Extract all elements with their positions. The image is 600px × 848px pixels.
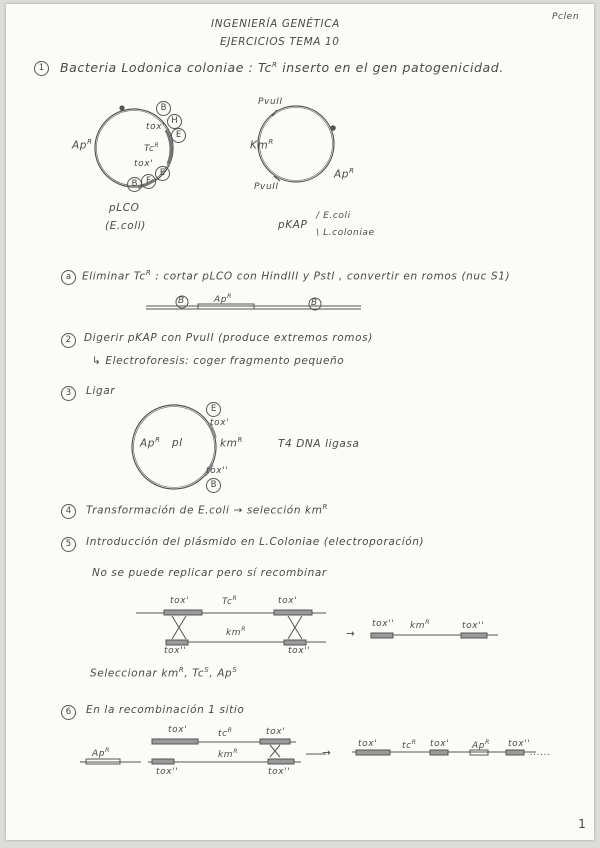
- step2-sub: ↳ Electroforesis: coger fragmento pequeño: [92, 355, 345, 367]
- step6-ap: $Ap^R$: [92, 747, 110, 759]
- step6-tox4: tox'': [268, 767, 291, 777]
- step3-enzyme: T4 DNA ligasa: [278, 438, 360, 450]
- step6-number: 6: [61, 705, 76, 720]
- step6-res-tox1: tox': [358, 739, 378, 749]
- step6-dots: ......: [530, 748, 551, 758]
- step-a-number: a: [61, 270, 76, 285]
- step5-tox-d: tox'': [288, 646, 311, 656]
- pkap-pvu-bot: PvuII: [254, 182, 279, 192]
- q1-main: Bacteria Lodonica coloniae : Tc: [60, 60, 273, 75]
- step-a-text: Eliminar $Tc^R$ : cortar pLCO con HindIII y PstI , convertir en romos (nuc S1): [82, 269, 511, 283]
- step-a-b-left: B: [178, 296, 185, 306]
- step5-sub: No se puede replicar pero sí recombinar: [92, 567, 327, 579]
- header-corner: Pclen: [552, 12, 580, 22]
- step3-tox1: tox': [210, 418, 230, 428]
- step6-res-ap: $Ap^R$: [472, 739, 490, 751]
- pkap-host1: / E.coli: [316, 211, 351, 221]
- step3-ap: $Ap^R$: [140, 436, 161, 450]
- plco-name: pLCO: [109, 202, 140, 214]
- plco-tox1: tox': [146, 122, 166, 132]
- header-title: INGENIERÍA GENÉTICA: [211, 18, 340, 30]
- plco-ap: $Ap^R$: [72, 138, 93, 152]
- page-number: 1: [578, 816, 587, 831]
- step6-tox1: tox': [168, 725, 188, 735]
- plco-tc: $Tc^R$: [144, 142, 160, 154]
- plco-tox2: tox': [134, 159, 154, 169]
- header-subtitle: EJERCICIOS TEMA 10: [220, 36, 340, 48]
- step5-tc: $Tc^R$: [222, 595, 238, 607]
- step3-site-e: E: [206, 402, 221, 417]
- step-a-b-right: B: [311, 298, 318, 308]
- step5-text: Introducción del plásmido en L.Coloniae (electroporación): [86, 536, 425, 548]
- step6-res-tc: $tc^R$: [402, 739, 417, 751]
- step3-site-b: B: [206, 478, 221, 493]
- step6-recombination-diagram: [80, 739, 536, 764]
- step6-arrow: →: [322, 747, 332, 759]
- step3-plasmid: pI: [172, 437, 183, 449]
- q1-sup: R: [272, 60, 278, 69]
- plco-site-e-top: E: [171, 128, 186, 143]
- step2-text: Digerir pKAP con PvuII (produce extremos romos): [84, 332, 373, 344]
- step6-res-tox2: tox': [430, 739, 450, 749]
- plco-host: (E.coli): [105, 220, 146, 232]
- step5-res2: $km^R$: [410, 619, 430, 631]
- step5-number: 5: [61, 537, 76, 552]
- plco-site-b-top: B: [156, 101, 171, 116]
- step6-text: En la recombinación 1 sitio: [86, 704, 245, 716]
- step5-km: $km^R$: [226, 626, 246, 638]
- pkap-pvu-top: PvuII: [258, 97, 283, 107]
- step6-res-tox3: tox'': [508, 739, 531, 749]
- step5-tox-c: tox'': [164, 646, 187, 656]
- step6-tc: $tc^R$: [218, 727, 233, 739]
- step5-selection: Seleccionar $km^R$, $Tc^S$, $Ap^S$: [90, 666, 238, 680]
- pkap-name: pKAP: [278, 219, 308, 231]
- step3-text: Ligar: [86, 385, 116, 397]
- q1-text: [60, 60, 504, 75]
- step5-arrow: →: [346, 628, 356, 640]
- pkap-km: $Km^R$: [250, 138, 274, 152]
- plco-site-e-bot: E: [155, 166, 170, 181]
- step2-number: 2: [61, 333, 76, 348]
- step6-tox3: tox'': [156, 767, 179, 777]
- step4-number: 4: [61, 504, 76, 519]
- notebook-page: [6, 4, 594, 840]
- plco-site-f: F: [141, 174, 156, 189]
- step5-tox-b: tox': [278, 596, 298, 606]
- plco-site-h: H: [167, 114, 182, 129]
- step6-tox2: tox': [266, 727, 286, 737]
- pkap-ap: $Ap^R$: [334, 167, 355, 181]
- step6-km: $km^R$: [218, 748, 238, 760]
- q1-rest: inserto en el gen patogenicidad.: [282, 60, 504, 75]
- step-a-ap: $Ap^R$: [214, 293, 232, 305]
- step5-tox-a: tox': [170, 596, 190, 606]
- q1-number: 1: [34, 61, 49, 76]
- step4-text: Transformación de E.coli → selección $km^R$: [86, 503, 328, 517]
- step3-km: $km^R$: [220, 436, 243, 450]
- step3-tox2: tox'': [206, 466, 229, 476]
- step3-number: 3: [61, 386, 76, 401]
- plco-site-b-bot: B: [127, 177, 142, 192]
- pkap-host2: \ L.coloniae: [316, 228, 375, 238]
- step5-res1: tox'': [372, 619, 395, 629]
- step5-recombination-diagram: [136, 610, 498, 645]
- step5-res3: tox'': [462, 621, 485, 631]
